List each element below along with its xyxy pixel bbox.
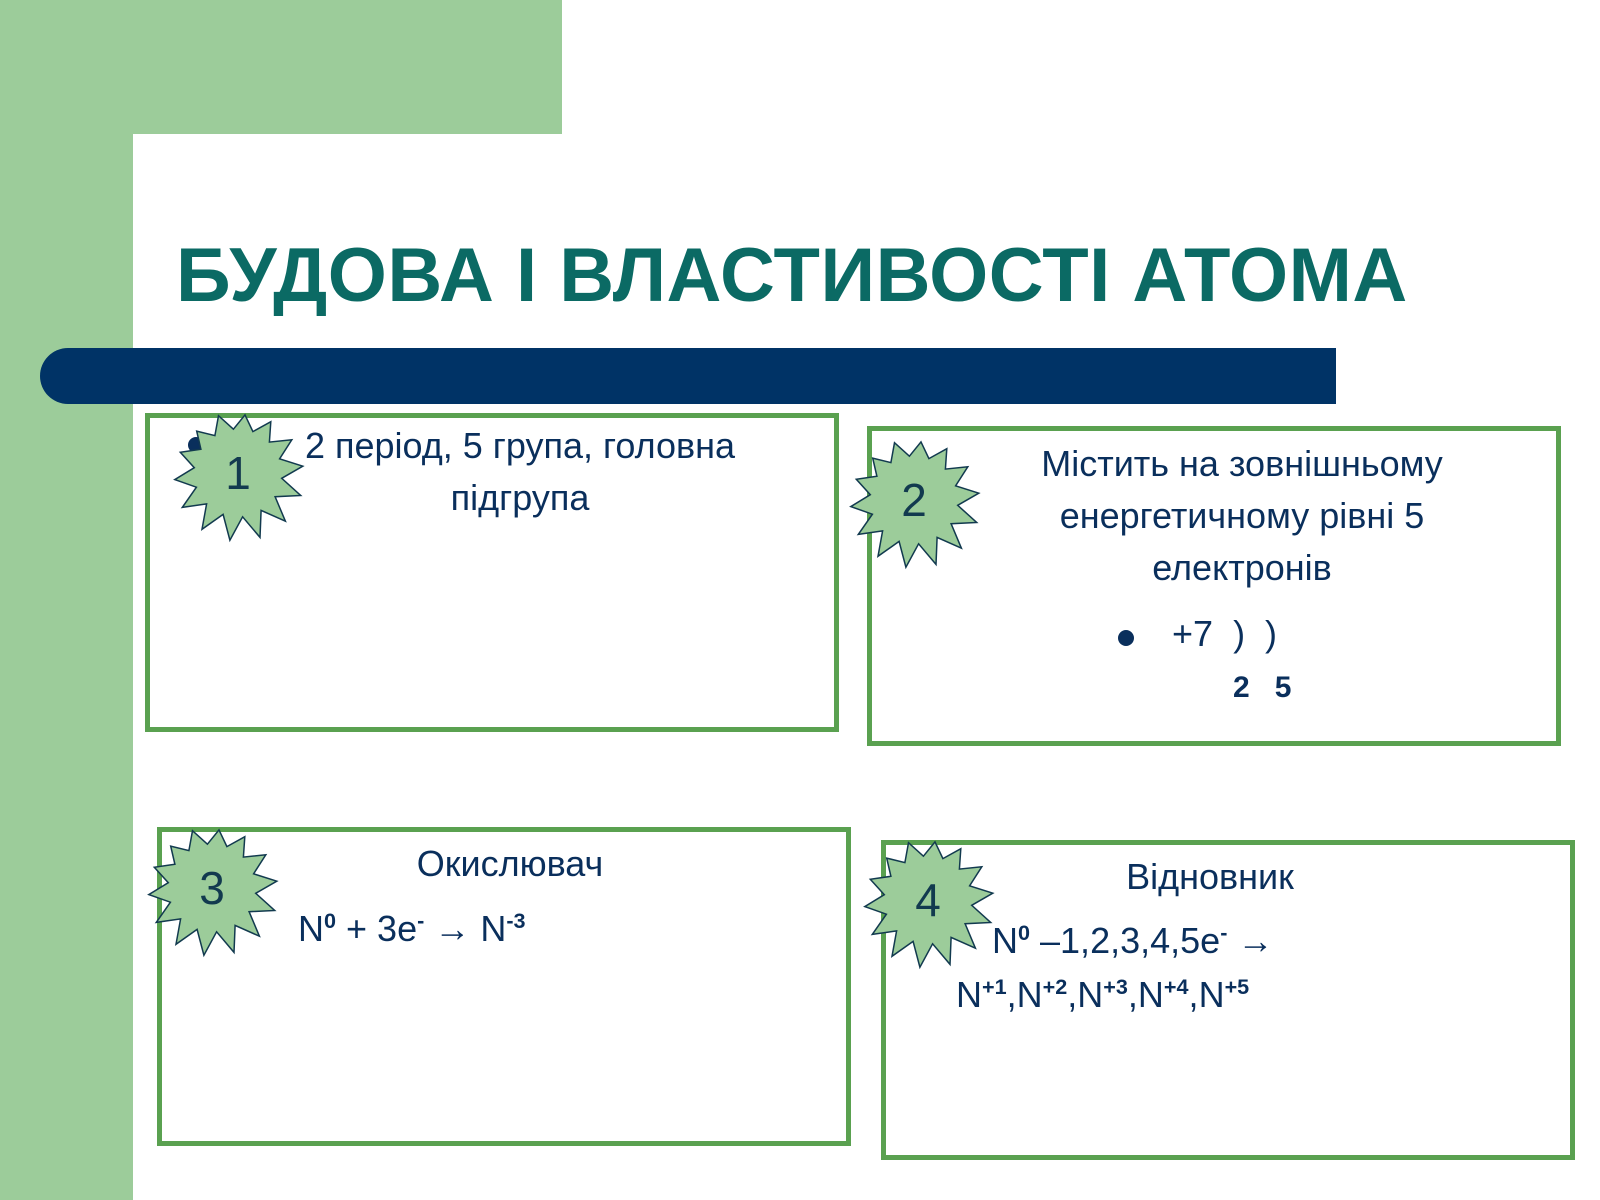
ion: N [1137, 974, 1164, 1015]
electron-shells: ) ) [1233, 613, 1278, 654]
title-underline-bar [40, 348, 1336, 404]
card2-text [962, 438, 1522, 595]
ion-charge: +1 [982, 974, 1007, 1000]
left-green-band [0, 0, 133, 1200]
card3-heading: Окислювач [416, 843, 604, 884]
top-green-band [0, 0, 562, 134]
eq-sup: 0 [1018, 920, 1031, 946]
electron-scheme [1172, 608, 1277, 660]
badge-number: 2 [901, 474, 927, 526]
eq-sup: - [417, 908, 425, 934]
eq-sup: -3 [506, 908, 526, 934]
shell-electron-counts: 2 5 [1233, 671, 1292, 704]
reduction-equation [298, 903, 526, 955]
ion-charge: +5 [1224, 974, 1250, 1000]
ion: N [956, 974, 982, 1015]
eq-sup: - [1220, 920, 1228, 946]
card2-line: енергетичному рівні 5 [1059, 495, 1425, 537]
arrow-icon: → [1227, 920, 1274, 961]
card2-line: Містить на зовнішньому [1041, 443, 1443, 484]
starburst-icon [168, 403, 308, 543]
slide-title: БУДОВА І ВЛАСТИВОСТІ АТОМА [176, 233, 1408, 318]
eq-term: –1,2,3,4,5e [1030, 920, 1221, 961]
starburst-icon [844, 430, 984, 570]
eq-sup: 0 [324, 908, 337, 934]
ion-charge: +3 [1103, 974, 1128, 1000]
ion-list: $N^{+1},N^{+2},N^{+3},N^{+4},N^{+5}$ [956, 974, 1250, 1015]
arrow-icon: → [424, 908, 481, 949]
eq-term: N [992, 920, 1018, 961]
ion-charge: +4 [1163, 974, 1189, 1000]
eq-term: N [298, 908, 324, 949]
oxidation-equation [992, 915, 1273, 967]
badge-number: 3 [199, 862, 225, 914]
badge-number: 1 [225, 447, 251, 499]
eq-term: + 3e [336, 908, 418, 949]
starburst-icon [858, 830, 998, 970]
ion: N [1198, 974, 1225, 1015]
card2-line: електронів [1152, 547, 1332, 589]
bullet-dot [1118, 630, 1134, 646]
ion-charge: +2 [1042, 974, 1068, 1000]
nucleus-charge: +7 [1172, 613, 1214, 654]
badge-number: 4 [915, 874, 941, 926]
ion: N [1077, 974, 1104, 1015]
card1-line: підгрупа [450, 477, 590, 519]
card1-text [220, 420, 820, 524]
starburst-icon [142, 818, 282, 958]
ion: N [1016, 974, 1043, 1015]
eq-term: N [480, 908, 507, 949]
card1-line: 2 період, 5 група, головна [304, 425, 736, 466]
card4-heading: Відновник [1126, 856, 1294, 897]
